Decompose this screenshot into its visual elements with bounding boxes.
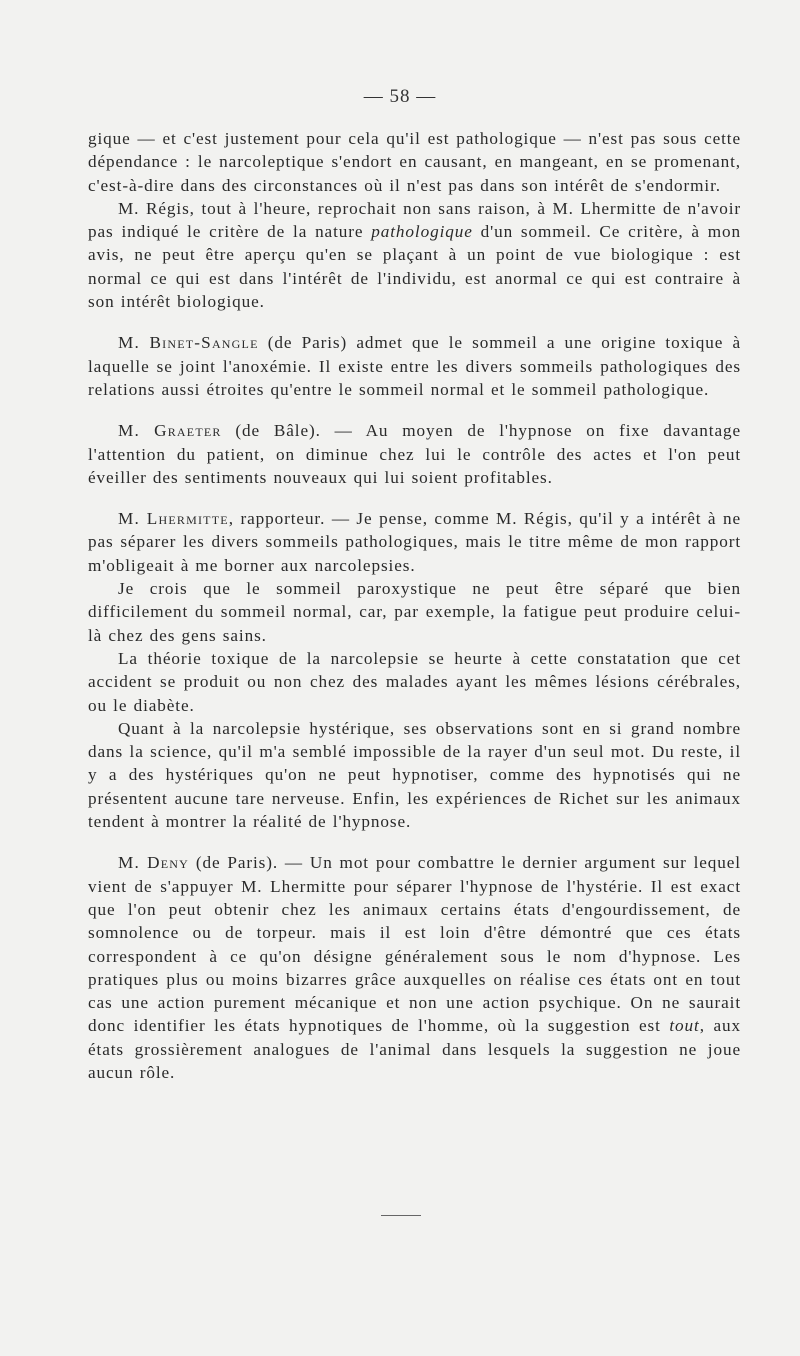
emphasis: pathologique	[371, 222, 473, 242]
text-run: , aux états grossièrement analogues de l'animal dans lesquels la suggestion ne joue aucun rôle.	[88, 1016, 741, 1082]
page-header	[0, 86, 800, 116]
speaker-name: M. Binet-Sangle	[118, 333, 259, 353]
speaker-name: M. Graeter	[118, 421, 222, 441]
body-text	[88, 127, 741, 1084]
paragraph	[88, 507, 741, 577]
paragraph	[88, 331, 741, 401]
paragraph	[88, 419, 741, 489]
speaker-name: M. Deny	[118, 853, 190, 873]
text-run: (de Paris) admet que le sommeil a une origine toxique à laquelle se joint l'anoxémie. Il existe entre les divers sommeils pathologiques des relations aussi étroites qu'entre le sommeil normal et le sommeil pathologique.	[88, 333, 742, 399]
text-run: , rapporteur. — Je pense, comme M. Régis, qu'il y a intérêt à ne pas séparer les divers sommeils pathologiques, mais le titre même de mon rapport m'obligeait à me borner aux narcolepsies.	[88, 509, 741, 575]
text-run: M. Régis, tout à l'heure, reprochait non sans raison, à M. Lhermitte de n'avoir pas indiqué le critère de la nature	[88, 198, 741, 242]
paragraph: La théorie toxique de la narcolepsie se heurte à cette constatation que cet accident se produit ou non chez des malades ayant les mêmes lésions cérébrales, ou le diabète.	[88, 648, 741, 715]
text-run: (de Bâle). — Au moyen de l'hypnose on fixe davantage l'attention du patient, on diminue chez lui le contrôle des actes et l'on peut éveiller des sentiments nouveaux qui lui soient profitables.	[88, 421, 742, 487]
page-number: — 58 —	[363, 86, 437, 107]
text-run: d'un sommeil. Ce critère, à mon avis, ne peut être aperçu qu'en se plaçant à un point de vue biologique : est normal ce qui est dans l'intérêt de l'individu, est anormal ce qui est contraire à son intérêt biologique.	[88, 222, 741, 312]
speaker-name: M. Lhermitte	[118, 509, 229, 529]
paragraph	[88, 197, 741, 313]
paragraph: gique — et c'est justement pour cela qu'il est pathologique — n'est pas sous cette dépendance : le narcoleptique s'endort en causant, en mangeant, en se promenant, c'est-à-dire dans des circonstances où il n'est pas dans son intérêt de s'endormir.	[88, 129, 741, 195]
text-run: (de Paris). — Un mot pour combattre le dernier argument sur lequel vient de s'appuyer M. Lhermitte pour séparer l'hypnose de l'hystérie. Il est exact que l'on peut obtenir chez les animaux certains états d'engourdissement, de somnolence ou de torpeur. mais il est loin d'être démontré que ces états correspondent à ce qu'on désigne généralement sous le nom d'hypnose. Les pratiques plus ou moins bizarres grâce auxquelles on réalise ces états ont en tout cas une action purement mécanique et non une action psychique. On ne saurait donc identifier les états hypnotiques de l'homme, où la suggestion est	[88, 853, 741, 1036]
end-rule	[381, 1215, 421, 1216]
paragraph: Quant à la narcolepsie hystérique, ses observations sont en si grand nombre dans la science, qu'il m'a semblé impossible de la rayer d'un seul mot. Du reste, il y a des hystériques qu'on ne peut hypnotiser, comme des hypnotisés qui ne présentent aucune tare nerveuse. Enfin, les expériences de Richet sur les animaux tendent à montrer la réalité de l'hypnose.	[88, 718, 741, 832]
paragraph	[88, 851, 741, 1084]
emphasis: tout	[669, 1016, 700, 1036]
paragraph: Je crois que le sommeil paroxystique ne peut être séparé que bien difficilement du sommeil normal, car, par exemple, la fatigue peut produire celui-là chez des gens sains.	[88, 579, 741, 645]
